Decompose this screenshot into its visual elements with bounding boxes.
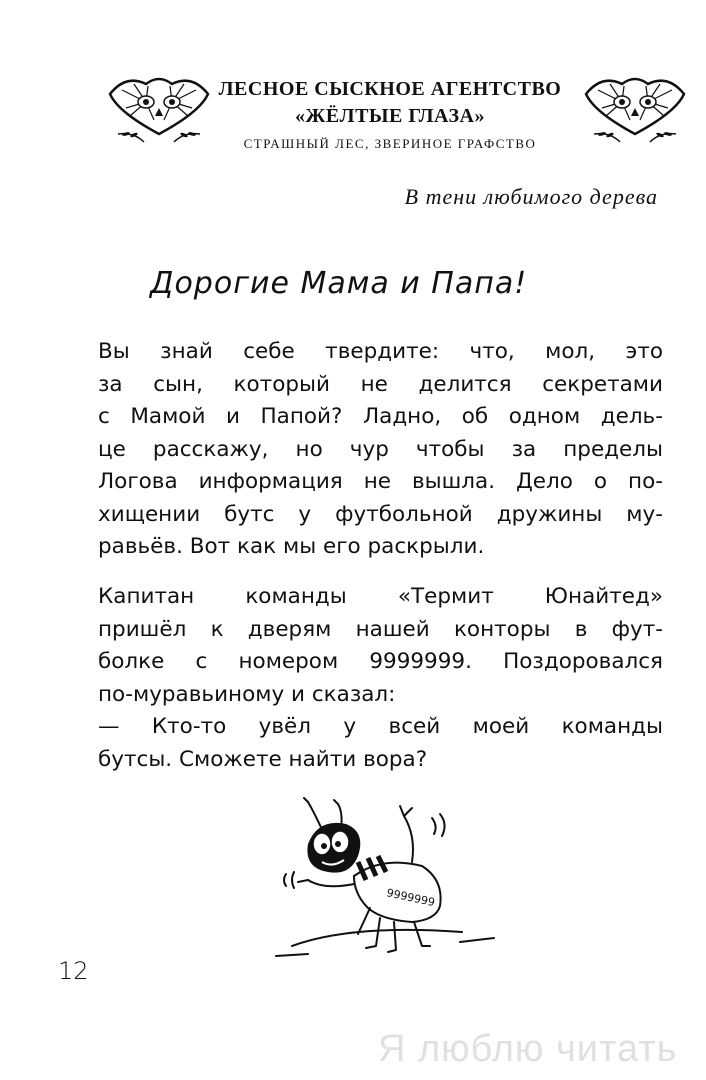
- text-line: хищении бутс у футбольной дружины му-: [98, 501, 663, 527]
- text-line: за сын, который не делится секретами: [98, 371, 663, 397]
- paragraph-2: [98, 581, 663, 776]
- text-line: Вы знай себе твердите: что, мол, это: [98, 339, 663, 364]
- ant-footballer-icon: [262, 796, 512, 966]
- text-line: Капитан команды «Термит Юнайтед»: [98, 584, 663, 609]
- page-number: 12: [58, 957, 89, 985]
- text-line: по-муравьиному и сказал:: [98, 681, 396, 707]
- owl-eyes-emblem-icon: [104, 72, 214, 154]
- text-line: пришёл к дверям нашей конторы в фут-: [98, 616, 663, 642]
- agency-address: СТРАШНЫЙ ЛЕС, ЗВЕРИНОЕ ГРАФСТВО: [243, 136, 537, 151]
- text-line: с Мамой и Папой? Ладно, об одном дель-: [98, 404, 663, 429]
- text-line: бутсы. Сможете найти вора?: [98, 746, 428, 772]
- text-line: Логова информация не вышла. Дело о по-: [98, 469, 663, 494]
- agency-name: ЛЕСНОЕ СЫСКНОЕ АГЕНТСТВО: [218, 78, 562, 100]
- shirt-number: 9999999: [385, 886, 437, 910]
- text-line: равьёв. Вот как мы его раскрыли.: [98, 534, 485, 559]
- letter-greeting: Дорогие Мама и Папа!: [150, 266, 528, 301]
- text-line: болке с номером 9999999. Поздоровался: [98, 649, 663, 674]
- owl-eyes-emblem-icon: [580, 72, 690, 154]
- text-line: це расскажу, но чур чтобы за пределы: [98, 436, 663, 462]
- publisher-watermark: Я люблю читать: [378, 1028, 678, 1070]
- agency-header: [0, 60, 706, 170]
- letter-dateline: В тени любимого дерева: [404, 184, 658, 209]
- paragraph-1: [98, 336, 663, 564]
- agency-nickname: «ЖЁЛТЫЕ ГЛАЗА»: [295, 105, 485, 127]
- text-line: — Кто-то увёл у всей моей команды: [98, 714, 663, 739]
